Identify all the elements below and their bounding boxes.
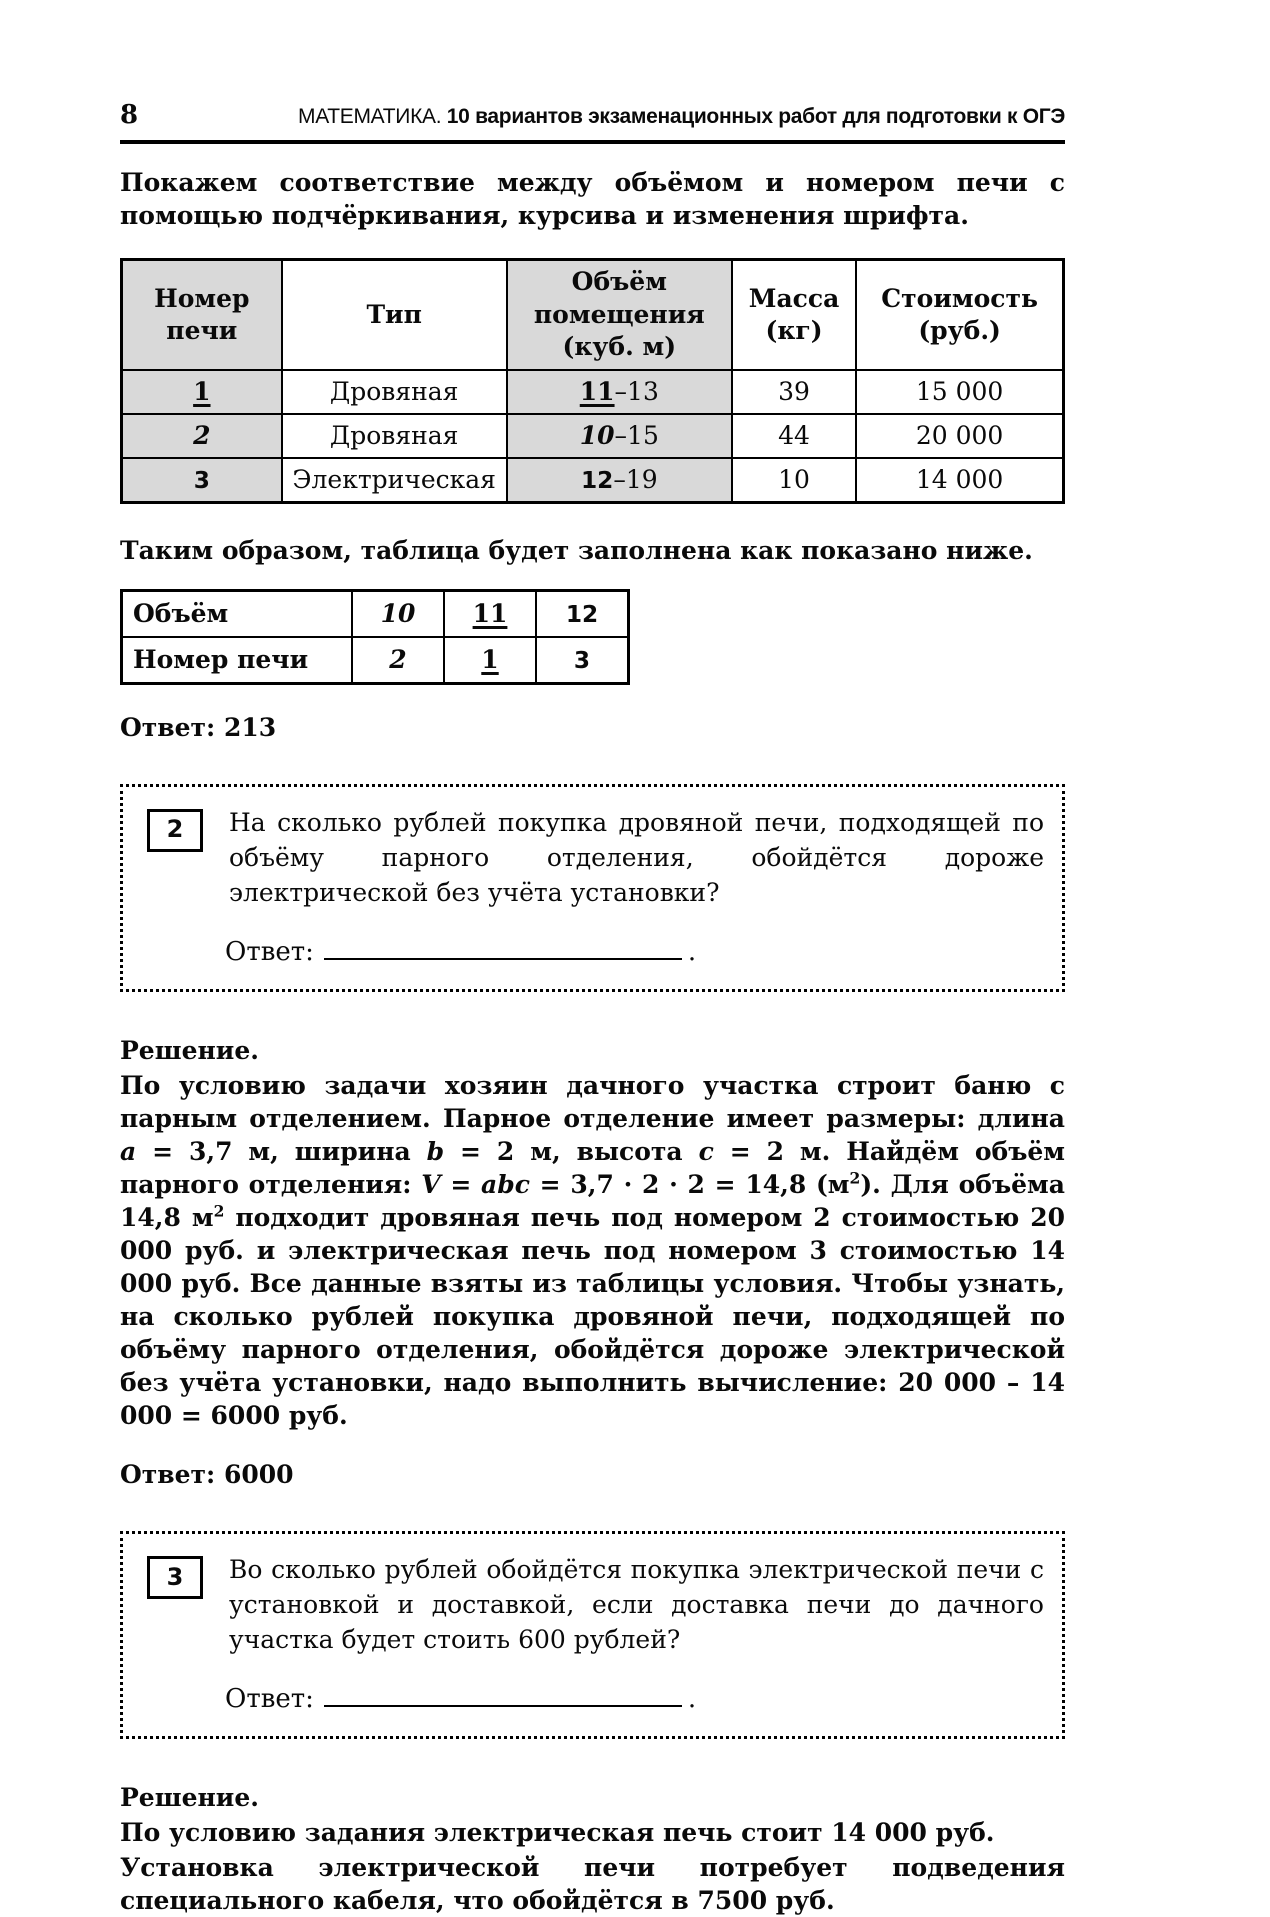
col-header-price: Стоимость (руб.) [856,260,1063,370]
task2-question-text: На сколько рублей покупка дровяной печи, подходящей по объёму парного отделения, обойдётся дороже электрической без учёта установки? [229,807,1044,907]
page-header [120,98,1065,132]
page-number: 8 [120,100,139,130]
col-header-stove-number: Номер печи [122,260,282,370]
answer-value: 213 [223,712,277,742]
stoves-table [120,258,1065,504]
stove-type-cell: Дровяная [282,414,507,458]
task3-answer-line [225,1679,1044,1716]
price-cell: 14 000 [856,458,1063,503]
task2-number: 2 [166,815,184,844]
stove-type-cell: Электрическая [282,458,507,503]
mass-cell: 44 [732,414,856,458]
answer-blank-field [324,932,682,960]
solution3-line: Установка электрической печи потребует подведения специального кабеля, что обойдётся в 7500 руб. [120,1853,1065,1916]
task3-question-text: Во сколько рублей обойдётся покупка электрической печи с установкой и доставкой, если доставка печи до дачного участка будет стоить 600 рублей? [229,1555,1044,1655]
fill-paragraph: Таким образом, таблица будет заполнена как показано ниже. [120,535,1033,565]
mass-cell: 39 [732,370,856,414]
task2-number-box [147,809,203,852]
volume-value-cell: 10 [352,590,444,637]
volume-value-cell: 11 [444,590,536,637]
row-label-stove-number: Номер печи [122,637,353,684]
task3-number-box [147,1556,203,1599]
running-title: МАТЕМАТИКА. 10 вариантов экзаменационных работ для подготовки к ОГЭ [298,105,1065,128]
stove-number-cell: 2 [122,414,282,458]
col-header-room-volume: Объём помещения (куб. м) [507,260,732,370]
table-row [122,370,1064,414]
stove-type-cell: Дровяная [282,370,507,414]
row-label-volume: Объём [122,590,353,637]
answer-label: Ответ: [120,1460,216,1490]
answer-blank-field [324,1679,682,1707]
answer-label: Ответ: [225,936,314,967]
room-volume-cell: 12–19 [507,458,732,503]
answer-label: Ответ: [225,1684,314,1715]
price-cell: 20 000 [856,414,1063,458]
room-volume-cell: 10–15 [507,414,732,458]
header-rule [120,140,1065,144]
solution3-line: По условию задания электрическая печь стоит 14 000 руб. [120,1818,995,1848]
stove-number-value-cell: 1 [444,637,536,684]
task2-answer-line [225,932,1044,969]
answer-period: . [687,1684,697,1715]
mass-cell: 10 [732,458,856,503]
stove-number-cell: 3 [122,458,282,503]
col-header-mass: Масса (кг) [732,260,856,370]
intro-paragraph: Покажем соответствие между объёмом и номером печи с помощью подчёркивания, курсива и изменения шрифта. [120,168,1065,231]
answer-period: . [687,936,697,967]
room-volume-cell: 11–13 [507,370,732,414]
task2-box [120,784,1065,992]
answer-value: 6000 [223,1460,294,1490]
table-row [122,590,629,637]
solution2-body: По условию задачи хозяин дачного участка строит баню с парным отделением. Парное отделение имеет размеры: длина a = 3,7 м, ширина b = 2 м, высота c = 2 м. Найдём объём парного отделения: V = abc = 3,7 · 2 · 2 = 14,8 $(м^2)$. Для объёма 14,8 $м^2$ подходит дровяная печь под номером 2 стоимостью 20 000 руб. и электрическая печь под номером 3 стоимостью 14 000 руб. Все данные взяты из таблицы условия. Чтобы узнать, на сколько рублей покупка дровяной печи, подходящей по объёму парного отделения, обойдётся дороже электрической без учёта установки, надо выполнить вычисление: 20 000 – 14 000 = 6000 руб. [120,1071,1066,1431]
col-header-type: Тип [282,260,507,370]
answer-table [120,589,630,685]
table-row [122,637,629,684]
task2-head [137,805,1044,910]
stove-number-value-cell: 3 [536,637,629,684]
answer-line-task1 [120,711,1065,744]
task3-head [137,1552,1044,1657]
answer-label: Ответ: [120,712,216,742]
volume-value-cell: 12 [536,590,629,637]
task3-number: 3 [166,1562,184,1591]
price-cell: 15 000 [856,370,1063,414]
solution3-heading: Решение. [120,1783,259,1813]
answer-line-task2 [120,1458,1065,1491]
table-row [122,458,1064,503]
task3-box [120,1531,1065,1739]
stoves-table-header-row [122,260,1064,370]
table-row [122,414,1064,458]
solution2-heading: Решение. [120,1036,259,1066]
stove-number-value-cell: 2 [352,637,444,684]
stove-number-cell: 1 [122,370,282,414]
